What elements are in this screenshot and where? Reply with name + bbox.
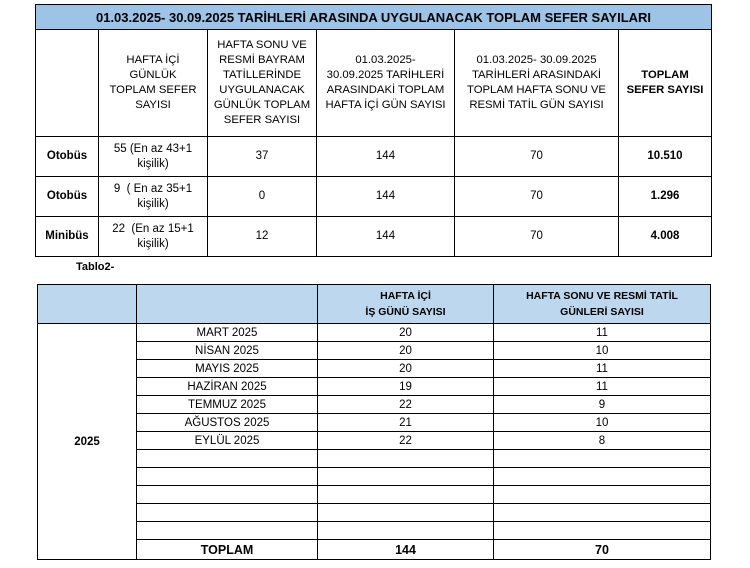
empty-row (38, 522, 711, 540)
header-weekday-workdays: HAFTA İÇİ İŞ GÜNÜ SAYISI (318, 285, 494, 324)
year-label: 2025 (38, 324, 137, 560)
weekend-count: 9 (494, 396, 711, 414)
header-total: TOPLAM SEFER SAYISI (619, 30, 712, 137)
daily-trips: 22 (En az 15+1 kişilik) (99, 217, 208, 257)
weekday-count: 22 (318, 396, 494, 414)
weekday-days: 144 (317, 217, 455, 257)
vehicle-type: Minibüs (36, 217, 99, 257)
total-label: TOPLAM (137, 540, 318, 560)
header-weekday-daily: HAFTA İÇİ GÜNLÜK TOPLAM SEFER SAYISI (99, 30, 208, 137)
weekday-count: 22 (318, 432, 494, 450)
daily-trips: 9 ( En az 35+1 kişilik) (99, 177, 208, 217)
total-weekend: 70 (494, 540, 711, 560)
weekend-days: 70 (455, 177, 619, 217)
total-weekday: 144 (318, 540, 494, 560)
total-trips: 1.296 (619, 177, 712, 217)
month-label: HAZİRAN 2025 (137, 378, 318, 396)
weekend-daily-trips: 37 (208, 137, 317, 177)
table-row (38, 432, 711, 450)
empty-row (38, 504, 711, 522)
weekday-count: 19 (318, 378, 494, 396)
table-row (38, 414, 711, 432)
weekend-count: 10 (494, 414, 711, 432)
header-empty (38, 285, 137, 324)
weekend-days: 70 (455, 137, 619, 177)
table-row (38, 360, 711, 378)
header-weekend-holidays: HAFTA SONU VE RESMİ TATİL GÜNLERİ SAYISI (494, 285, 711, 324)
table-row (36, 137, 712, 177)
header-empty (36, 30, 99, 137)
monthly-days-table (37, 284, 711, 560)
month-label: AĞUSTOS 2025 (137, 414, 318, 432)
weekend-count: 11 (494, 324, 711, 342)
table1-title: 01.03.2025- 30.09.2025 TARİHLERİ ARASINDA UYGULANACAK TOPLAM SEFER SAYILARI (36, 5, 712, 30)
table-row (38, 342, 711, 360)
trip-count-table (35, 4, 712, 257)
table-row (38, 378, 711, 396)
weekend-daily-trips: 12 (208, 217, 317, 257)
month-label: EYLÜL 2025 (137, 432, 318, 450)
table-row (38, 324, 711, 342)
weekend-daily-trips: 0 (208, 177, 317, 217)
table2-caption: Tablo2- (76, 261, 115, 273)
month-label: NİSAN 2025 (137, 342, 318, 360)
weekend-days: 70 (455, 217, 619, 257)
month-label: TEMMUZ 2025 (137, 396, 318, 414)
weekend-count: 8 (494, 432, 711, 450)
table-row (36, 217, 712, 257)
total-trips: 10.510 (619, 137, 712, 177)
table-row (38, 396, 711, 414)
total-trips: 4.008 (619, 217, 712, 257)
header-weekend-days: 01.03.2025- 30.09.2025 TARİHLERİ ARASINDAKİ TOPLAM HAFTA SONU VE RESMİ TATİL GÜN SAYISI (455, 30, 619, 137)
daily-trips: 55 (En az 43+1 kişilik) (99, 137, 208, 177)
total-row (38, 540, 711, 560)
weekday-count: 20 (318, 342, 494, 360)
month-label: MART 2025 (137, 324, 318, 342)
weekday-count: 20 (318, 360, 494, 378)
weekend-count: 10 (494, 342, 711, 360)
header-empty (137, 285, 318, 324)
weekday-count: 20 (318, 324, 494, 342)
weekend-count: 11 (494, 378, 711, 396)
empty-row (38, 450, 711, 468)
weekday-days: 144 (317, 177, 455, 217)
vehicle-type: Otobüs (36, 137, 99, 177)
weekday-days: 144 (317, 137, 455, 177)
header-weekend-daily: HAFTA SONU VE RESMİ BAYRAM TATİLLERİNDE UYGULANACAK GÜNLÜK TOPLAM SEFER SAYISI (208, 30, 317, 137)
empty-row (38, 468, 711, 486)
vehicle-type: Otobüs (36, 177, 99, 217)
weekend-count: 11 (494, 360, 711, 378)
empty-row (38, 486, 711, 504)
table-row (36, 177, 712, 217)
weekday-count: 21 (318, 414, 494, 432)
month-label: MAYIS 2025 (137, 360, 318, 378)
header-weekday-days: 01.03.2025- 30.09.2025 TARİHLERİ ARASINDAKİ TOPLAM HAFTA İÇİ GÜN SAYISI (317, 30, 455, 137)
